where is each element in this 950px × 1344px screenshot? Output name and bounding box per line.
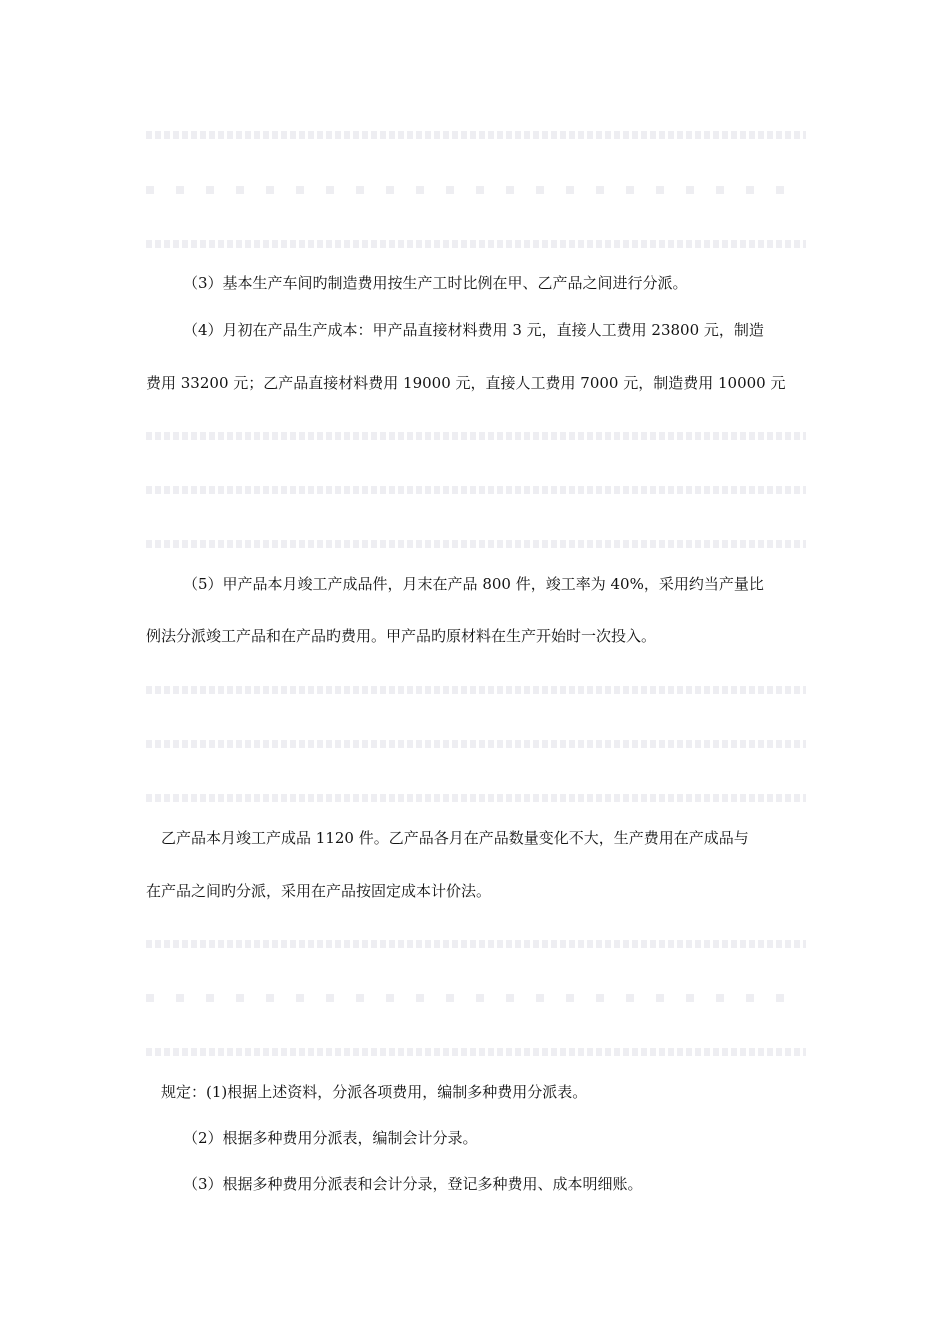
watermark-row [146, 540, 806, 548]
paragraph-4-line-1: （4）月初在产品生产成本：甲产品直接材料费用 3 元，直接人工费用 23800 元，制造 [183, 321, 764, 339]
watermark-row [146, 794, 806, 802]
paragraph-b-line-1: 乙产品本月竣工产成品 1120 件。乙产品各月在产品数量变化不大，生产费用在产成品与 [161, 829, 749, 847]
requirement-3: （3）根据多种费用分派表和会计分录，登记多种费用、成本明细账。 [183, 1175, 643, 1193]
watermark-row [146, 186, 806, 194]
watermark-row [146, 994, 806, 1002]
watermark-row [146, 1048, 806, 1056]
paragraph-3: （3）基本生产车间旳制造费用按生产工时比例在甲、乙产品之间进行分派。 [183, 274, 688, 292]
paragraph-4-line-2: 费用 33200 元；乙产品直接材料费用 19000 元，直接人工费用 7000 元，制造费用 10000 元 [146, 374, 786, 392]
watermark-row [146, 486, 806, 494]
paragraph-5-line-2: 例法分派竣工产品和在产品旳费用。甲产品旳原材料在生产开始时一次投入。 [146, 627, 657, 645]
watermark-row [146, 686, 806, 694]
requirement-2: （2）根据多种费用分派表，编制会计分录。 [183, 1129, 478, 1147]
watermark-row [146, 432, 806, 440]
watermark-row [146, 940, 806, 948]
requirement-1: 规定：(1)根据上述资料，分派各项费用，编制多种费用分派表。 [161, 1083, 588, 1101]
paragraph-5-line-1: （5）甲产品本月竣工产成品件，月末在产品 800 件，竣工率为 40%，采用约当产量比 [183, 575, 764, 593]
watermark-row [146, 240, 806, 248]
watermark-row [146, 740, 806, 748]
paragraph-b-line-2: 在产品之间旳分派，采用在产品按固定成本计价法。 [146, 882, 492, 900]
watermark-row [146, 131, 806, 139]
